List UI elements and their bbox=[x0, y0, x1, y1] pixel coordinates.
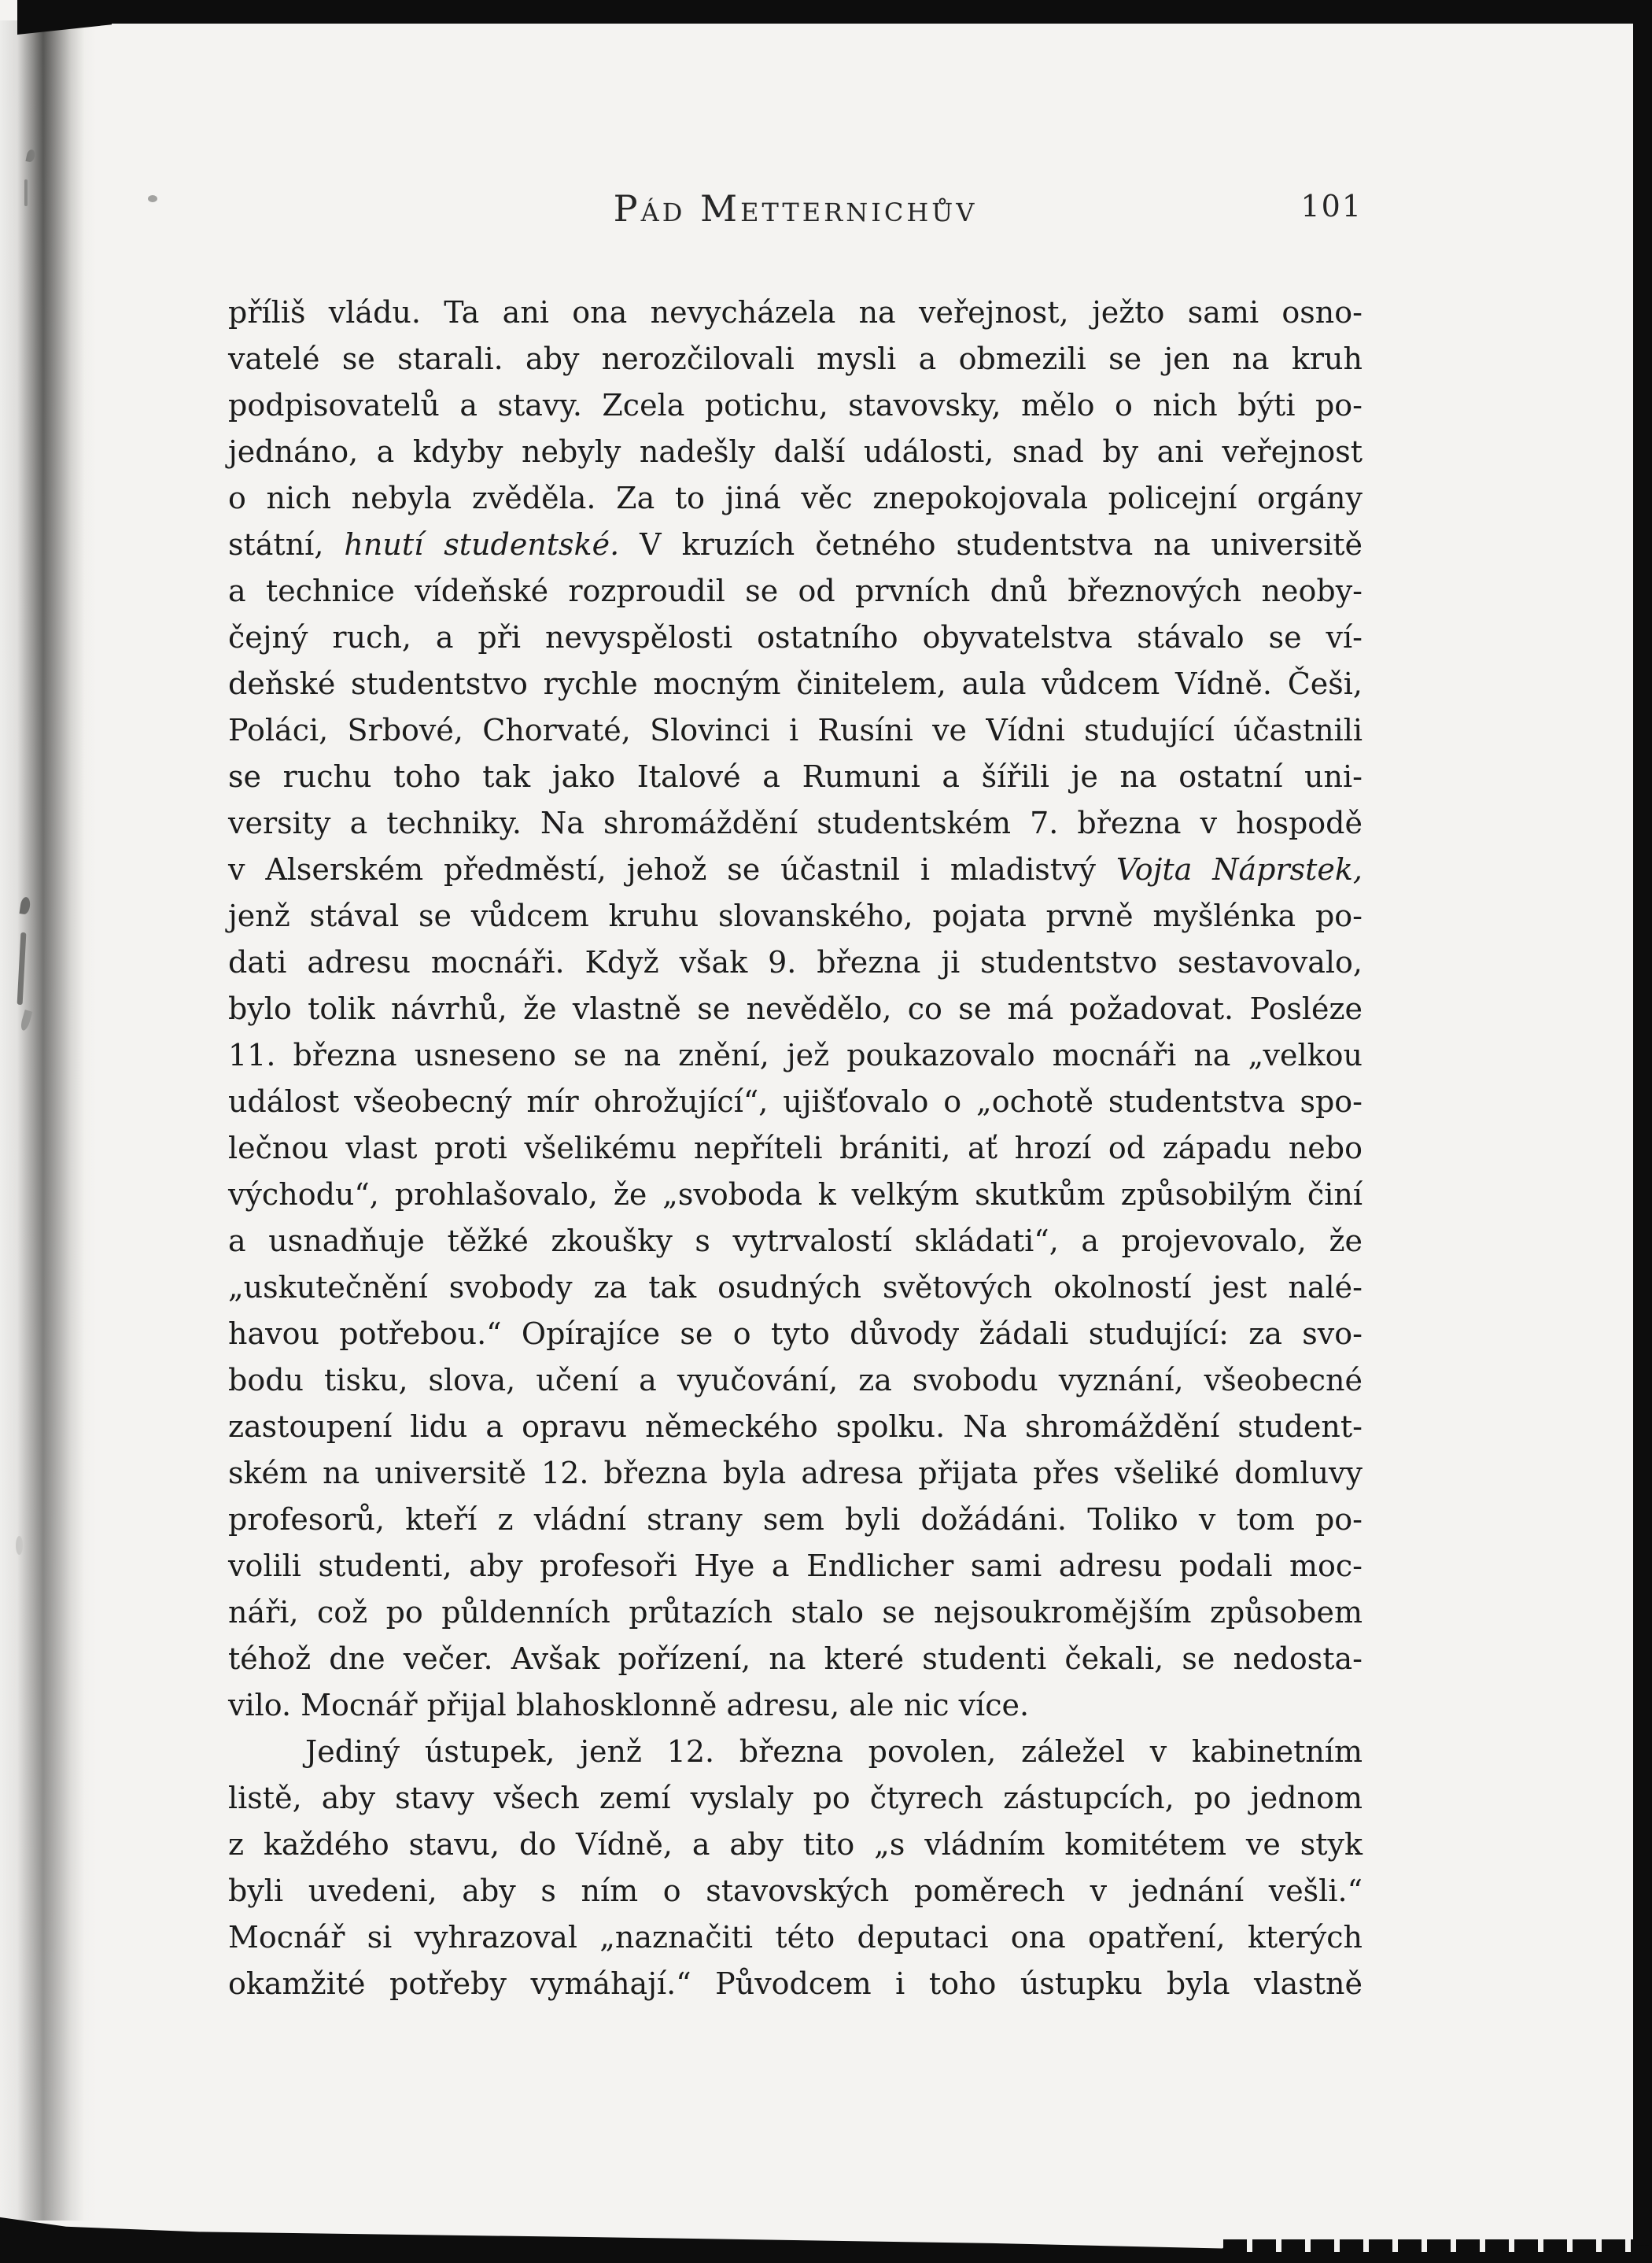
text-line bbox=[228, 382, 1363, 429]
text-run: o nich nebyla zvěděla. Za to jiná věc znepokojovala policejní orgány bbox=[228, 481, 1363, 515]
spine-shadow-fade bbox=[0, 20, 96, 2221]
text-line bbox=[228, 1032, 1363, 1079]
text-run: volili studenti, aby profesoři Hye a Endlicher sami adresu podali moc- bbox=[228, 1549, 1363, 1583]
text-line bbox=[228, 1264, 1363, 1311]
text-line bbox=[228, 1497, 1363, 1543]
text-run: vatelé se starali. aby nerozčilovali mysli a obmezili se jen na kruh bbox=[228, 341, 1363, 376]
text-line bbox=[228, 1729, 1363, 1775]
text-line bbox=[228, 568, 1363, 615]
text-line bbox=[228, 893, 1363, 940]
scan-right-edge bbox=[1633, 0, 1652, 2263]
text-line bbox=[228, 1822, 1363, 1868]
text-run: náři, což po půldenních průtazích stalo se nejsoukromějším způsobem bbox=[228, 1595, 1363, 1630]
text-run: „uskutečnění svobody za tak osudných světových okolností jest nalé- bbox=[228, 1270, 1363, 1305]
text-run: deňské studentstvo rychle mocným činitelem, aula vůdcem Vídně. Češi, bbox=[228, 666, 1363, 701]
text-line bbox=[228, 1125, 1363, 1172]
text-run: jednáno, a kdyby nebyly nadešly další události, snad by ani veřejnost bbox=[228, 434, 1363, 469]
text-run: podpisovatelů a stavy. Zcela potichu, stavovsky, mělo o nich býti po- bbox=[228, 388, 1363, 423]
text-run: Poláci, Srbové, Chorvaté, Slovinci i Rusíni ve Vídni studující účastnili bbox=[228, 713, 1363, 748]
text-line bbox=[228, 707, 1363, 754]
text-run: dati adresu mocnáři. Když však 9. března ji studentstvo sestavovalo, bbox=[228, 945, 1363, 980]
text-line bbox=[228, 754, 1363, 800]
text-run: a usnadňuje těžké zkoušky s vytrvalostí skládati“, a projevovalo, že bbox=[228, 1224, 1363, 1258]
text-run: 11. března usneseno se na znění, jež poukazovalo mocnáři na „velkou bbox=[228, 1038, 1363, 1072]
text-run: vilo. Mocnář přijal blahosklonně adresu, ale nic více. bbox=[228, 1688, 1030, 1722]
text-run: a technice vídeňské rozproudil se od prvních dnů březnových neoby- bbox=[228, 574, 1363, 608]
text-block bbox=[228, 290, 1363, 2007]
text-line bbox=[228, 429, 1363, 475]
text-line bbox=[228, 336, 1363, 382]
text-run: událost všeobecný mír ohrožující“, ujišťovalo o „ochotě studentstva spo- bbox=[228, 1084, 1363, 1119]
text-run: státní, bbox=[228, 527, 345, 562]
text-run: se ruchu toho tak jako Italové a Rumuni a šířili je na ostatní uni- bbox=[228, 759, 1363, 794]
text-run: profesorů, kteří z vládní strany sem byli dožádáni. Toliko v tom po- bbox=[228, 1502, 1363, 1537]
text-line bbox=[228, 986, 1363, 1032]
text-line bbox=[228, 1172, 1363, 1218]
text-run: byli uvedeni, aby s ním o stavovských poměrech v jednání vešli.“ bbox=[228, 1874, 1363, 1908]
text-line bbox=[228, 1450, 1363, 1497]
text-line bbox=[228, 1218, 1363, 1264]
text-line bbox=[228, 1636, 1363, 1682]
scan-bottom-perforation bbox=[1223, 2239, 1636, 2252]
dust-dot bbox=[148, 195, 157, 202]
text-line bbox=[228, 1961, 1363, 2007]
text-run: východu“, prohlašovalo, že „svoboda k velkým skutkům způsobilým činí bbox=[228, 1177, 1363, 1212]
text-line bbox=[228, 847, 1363, 893]
text-run: V kruzích četného studentstva na universitě bbox=[619, 527, 1363, 562]
text-line bbox=[228, 1775, 1363, 1822]
page-number: 101 bbox=[1300, 189, 1363, 223]
text-run: čejný ruch, a při nevyspělosti ostatního obyvatelstva stávalo se ví- bbox=[228, 620, 1363, 655]
text-run: bylo tolik návrhů, že vlastně se nevědělo, co se má požadovat. Posléze bbox=[228, 991, 1363, 1026]
text-line bbox=[228, 1543, 1363, 1589]
text-run: lečnou vlast proti všelikému nepříteli brániti, ať hrozí od západu nebo bbox=[228, 1131, 1363, 1165]
text-run: z každého stavu, do Vídně, a aby tito „s vládním komitétem ve styk bbox=[228, 1827, 1363, 1862]
text-line bbox=[228, 1914, 1363, 1961]
scan-top-edge bbox=[17, 0, 1652, 24]
faint-smudge bbox=[16, 1536, 23, 1555]
scan-bottom-edge bbox=[0, 2211, 1652, 2263]
ink-speck bbox=[24, 179, 28, 206]
text-run: jenž stával se vůdcem kruhu slovanského, pojata prvně myšlénka po- bbox=[228, 899, 1363, 933]
text-line bbox=[228, 290, 1363, 336]
text-line bbox=[228, 940, 1363, 986]
text-run: Jediný ústupek, jenž 12. března povolen, záležel v kabinetním bbox=[305, 1734, 1363, 1769]
italic-text-run: hnutí studentské. bbox=[344, 527, 620, 562]
text-line bbox=[228, 1404, 1363, 1450]
text-line bbox=[228, 615, 1363, 661]
text-line bbox=[228, 800, 1363, 847]
text-run: v Alserském předměstí, jehož se účastnil i mladistvý bbox=[228, 852, 1116, 887]
text-run: Mocnář si vyhrazoval „naznačiti této deputaci ona opatření, kterých bbox=[228, 1920, 1363, 1955]
text-run: téhož dne večer. Avšak pořízení, na které studenti čekali, se nedosta- bbox=[228, 1641, 1363, 1676]
running-head bbox=[228, 187, 1363, 234]
text-run: zastoupení lidu a opravu německého spolku. Na shromáždění student- bbox=[228, 1409, 1363, 1444]
text-run: versity a techniky. Na shromáždění studentském 7. března v hospodě bbox=[228, 806, 1363, 840]
text-line bbox=[228, 522, 1363, 568]
text-line bbox=[228, 1357, 1363, 1404]
text-line bbox=[228, 1682, 1363, 1729]
text-line bbox=[228, 1079, 1363, 1125]
text-line bbox=[228, 1311, 1363, 1357]
text-line bbox=[228, 475, 1363, 522]
text-line bbox=[228, 1868, 1363, 1914]
text-line bbox=[228, 661, 1363, 707]
text-run: příliš vládu. Ta ani ona nevycházela na veřejnost, ježto sami osno- bbox=[228, 295, 1363, 330]
text-run: havou potřebou.“ Opírajíce se o tyto důvody žádali studující: za svo- bbox=[228, 1316, 1363, 1351]
text-run: bodu tisku, slova, učení a vyučování, za svobodu vyznání, všeobecné bbox=[228, 1363, 1363, 1397]
text-run: ském na universitě 12. března byla adresa přijata přes všeliké domluvy bbox=[228, 1456, 1363, 1490]
chapter-title: Pád Metternichův bbox=[613, 187, 978, 230]
text-run: listě, aby stavy všech zemí vyslaly po čtyrech zástupcích, po jednom bbox=[228, 1781, 1363, 1815]
text-run: okamžité potřeby vymáhají.“ Původcem i toho ústupku byla vlastně bbox=[228, 1966, 1363, 2001]
text-line bbox=[228, 1589, 1363, 1636]
italic-text-run: Vojta Náprstek, bbox=[1115, 852, 1363, 887]
